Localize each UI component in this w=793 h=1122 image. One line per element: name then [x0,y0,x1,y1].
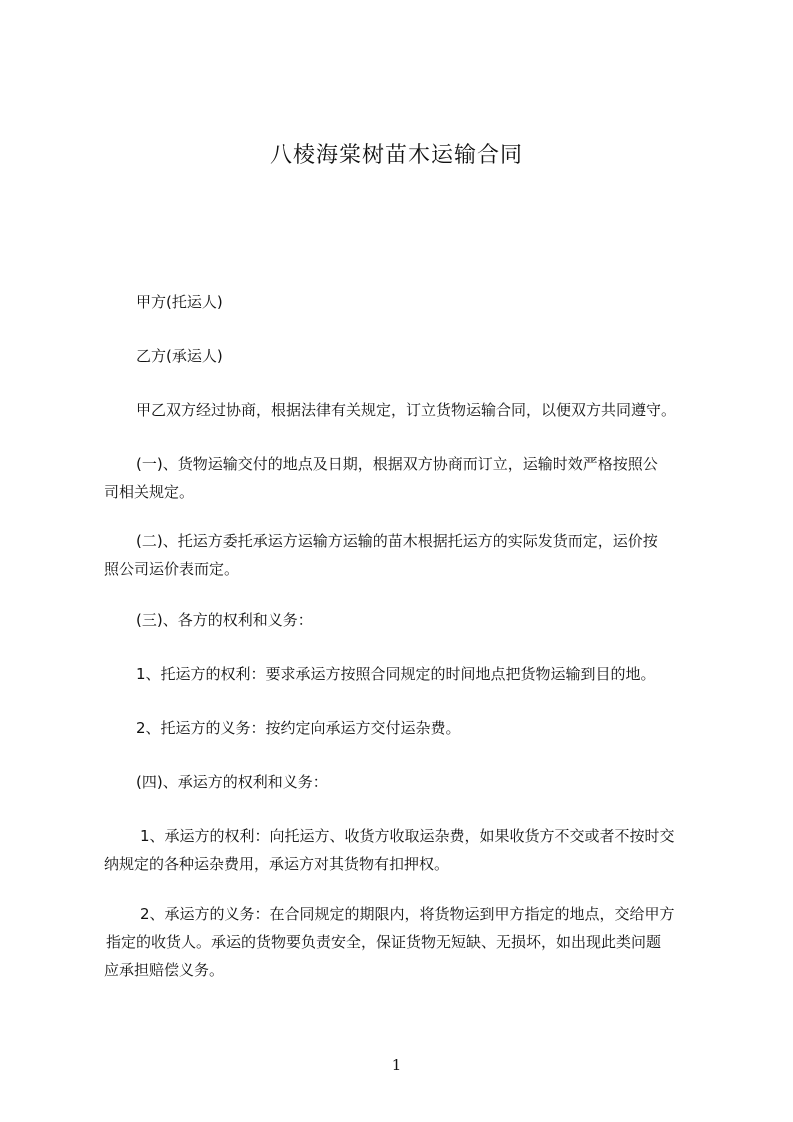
document-title: 八棱海棠树苗木运输合同 [269,143,523,168]
clause-3-item-1: 1、托运方的权利：要求承运方按照合同规定的时间地点把货物运输到目的地。 [136,665,656,683]
clause-1-line-2: 司相关规定。 [104,483,195,501]
clause-2-line-1: (二)、托运方委托承运方运输方运输的苗木根据托运方的实际发货而定，运价按 [136,532,658,550]
clause-1-line-1: (一)、货物运输交付的地点及日期，根据双方协商而订立，运输时效严格按照公 [136,455,658,473]
preamble-paragraph: 甲乙双方经过协商，根据法律有关规定，订立货物运输合同，以便双方共同遵守。 [136,401,677,419]
clause-4-item-2-paragraph [104,900,675,984]
clause-2-line-2: 照公司运价表而定。 [104,560,240,578]
clause-3-heading: (三)、各方的权利和义务： [136,611,313,629]
clause-4-item-2-line-3: 应承担赔偿义务。 [104,961,225,979]
clause-4-item-2-line-1: 2、承运方的义务：在合同规定的期限内，将货物运到甲方指定的地点，交给甲方 [140,905,675,923]
clause-1-paragraph [104,450,658,506]
clause-2-paragraph [104,527,658,583]
clause-4-item-1-paragraph [104,822,675,878]
party-b-label: 乙方(承运人) [136,347,223,365]
clause-4-heading: (四)、承运方的权利和义务： [136,773,328,791]
clause-3-item-2: 2、托运方的义务：按约定向承运方交付运杂费。 [136,719,461,737]
clause-4-item-1-line-2: 纳规定的各种运杂费用，承运方对其货物有扣押权。 [104,855,450,873]
clause-4-item-1-line-1: 1、承运方的权利：向托运方、收货方收取运杂费，如果收货方不交或者不按时交 [140,827,675,845]
party-a-label: 甲方(托运人) [136,293,223,311]
clause-4-item-2-line-2: 指定的收货人。承运的货物要负责安全，保证货物无短缺、无损坏，如出现此类问题 [106,933,662,951]
page-number: 1 [391,1056,402,1074]
